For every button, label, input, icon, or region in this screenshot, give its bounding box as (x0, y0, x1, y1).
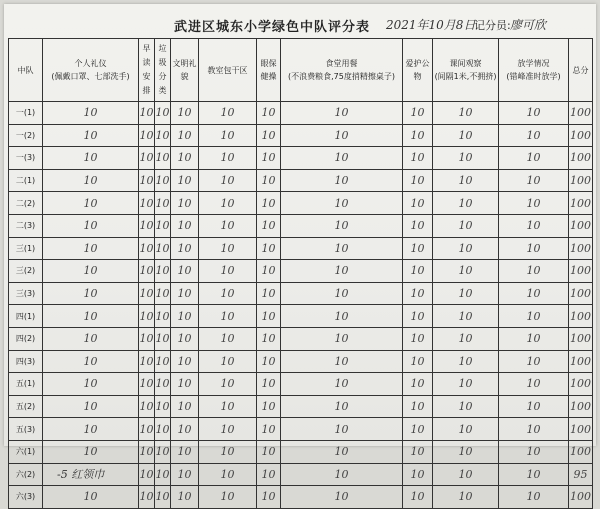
cell-garbage: 10 (155, 350, 171, 373)
cell-break: 10 (433, 327, 499, 350)
cell-total: 100 (569, 305, 593, 328)
cell-squad: 一(1) (9, 102, 43, 125)
cell-etiquette: 10 (43, 260, 139, 283)
cell-squad: 三(3) (9, 282, 43, 305)
cell-dining: 10 (281, 373, 403, 396)
cell-reading: 10 (139, 486, 155, 509)
cell-total: 100 (569, 395, 593, 418)
cell-courtesy: 10 (171, 373, 199, 396)
cell-classroom: 10 (199, 260, 257, 283)
table-row (9, 486, 593, 509)
cell-dismissal: 10 (499, 305, 569, 328)
cell-total: 100 (569, 373, 593, 396)
table-row (9, 373, 593, 396)
cell-courtesy: 10 (171, 124, 199, 147)
cell-garbage: 10 (155, 440, 171, 463)
table-row (9, 282, 593, 305)
cell-property: 10 (403, 260, 433, 283)
cell-property: 10 (403, 373, 433, 396)
table-row (9, 237, 593, 260)
cell-property: 10 (403, 124, 433, 147)
cell-garbage: 10 (155, 237, 171, 260)
cell-courtesy: 10 (171, 192, 199, 215)
cell-dining: 10 (281, 463, 403, 486)
cell-garbage: 10 (155, 373, 171, 396)
cell-eyecare: 10 (257, 169, 281, 192)
cell-total: 100 (569, 350, 593, 373)
table-row (9, 463, 593, 486)
cell-reading: 10 (139, 440, 155, 463)
cell-eyecare: 10 (257, 418, 281, 441)
cell-garbage: 10 (155, 486, 171, 509)
cell-dismissal: 10 (499, 282, 569, 305)
cell-dining: 10 (281, 192, 403, 215)
cell-reading: 10 (139, 124, 155, 147)
cell-total: 100 (569, 260, 593, 283)
cell-eyecare: 10 (257, 373, 281, 396)
cell-property: 10 (403, 440, 433, 463)
table-row (9, 192, 593, 215)
col-header-dismissal: 放学情况 (错峰准时放学) (499, 39, 569, 102)
col-header-eyecare: 眼保健操 (257, 39, 281, 102)
cell-classroom: 10 (199, 486, 257, 509)
cell-dismissal: 10 (499, 440, 569, 463)
cell-etiquette: 10 (43, 169, 139, 192)
cell-squad: 二(1) (9, 169, 43, 192)
cell-dismissal: 10 (499, 463, 569, 486)
cell-garbage: 10 (155, 418, 171, 441)
col-header-etiquette: 个人礼仪 (佩戴口罩、七部洗手) (43, 39, 139, 102)
cell-garbage: 10 (155, 102, 171, 125)
cell-squad: 六(1) (9, 440, 43, 463)
col-header-property: 爱护公物 (403, 39, 433, 102)
cell-squad: 六(3) (9, 486, 43, 509)
cell-garbage: 10 (155, 169, 171, 192)
cell-squad: 一(2) (9, 124, 43, 147)
cell-total: 100 (569, 418, 593, 441)
cell-break: 10 (433, 147, 499, 170)
cell-etiquette: 10 (43, 192, 139, 215)
cell-property: 10 (403, 237, 433, 260)
score-table (8, 38, 593, 509)
cell-courtesy: 10 (171, 169, 199, 192)
cell-courtesy: 10 (171, 147, 199, 170)
cell-classroom: 10 (199, 147, 257, 170)
recorder-label: 记分员: (474, 19, 511, 32)
cell-garbage: 10 (155, 260, 171, 283)
cell-courtesy: 10 (171, 350, 199, 373)
table-row (9, 260, 593, 283)
cell-break: 10 (433, 237, 499, 260)
cell-property: 10 (403, 305, 433, 328)
cell-total: 100 (569, 124, 593, 147)
cell-classroom: 10 (199, 440, 257, 463)
cell-dismissal: 10 (499, 214, 569, 237)
table-row (9, 305, 593, 328)
cell-garbage: 10 (155, 214, 171, 237)
table-row (9, 169, 593, 192)
cell-courtesy: 10 (171, 418, 199, 441)
cell-dismissal: 10 (499, 327, 569, 350)
cell-break: 10 (433, 305, 499, 328)
cell-squad: 四(1) (9, 305, 43, 328)
col-header-total: 总分 (569, 39, 593, 102)
cell-property: 10 (403, 486, 433, 509)
col-header-break: 课间观察 (间隔1米,不拥挤) (433, 39, 499, 102)
recorder-signature: 廖可欣 (510, 18, 547, 32)
cell-property: 10 (403, 418, 433, 441)
cell-eyecare: 10 (257, 102, 281, 125)
cell-etiquette: 10 (43, 147, 139, 170)
cell-courtesy: 10 (171, 282, 199, 305)
cell-courtesy: 10 (171, 440, 199, 463)
cell-courtesy: 10 (171, 486, 199, 509)
cell-reading: 10 (139, 192, 155, 215)
cell-dismissal: 10 (499, 192, 569, 215)
cell-total: 100 (569, 147, 593, 170)
cell-classroom: 10 (199, 350, 257, 373)
cell-garbage: 10 (155, 147, 171, 170)
table-row (9, 395, 593, 418)
cell-squad: 一(3) (9, 147, 43, 170)
cell-squad: 五(3) (9, 418, 43, 441)
cell-dining: 10 (281, 350, 403, 373)
cell-total: 100 (569, 327, 593, 350)
cell-courtesy: 10 (171, 214, 199, 237)
cell-classroom: 10 (199, 192, 257, 215)
cell-squad: 六(2) (9, 463, 43, 486)
cell-dismissal: 10 (499, 260, 569, 283)
cell-reading: 10 (139, 373, 155, 396)
cell-eyecare: 10 (257, 214, 281, 237)
cell-reading: 10 (139, 350, 155, 373)
cell-dismissal: 10 (499, 169, 569, 192)
cell-eyecare: 10 (257, 327, 281, 350)
cell-courtesy: 10 (171, 395, 199, 418)
cell-dining: 10 (281, 395, 403, 418)
cell-property: 10 (403, 327, 433, 350)
cell-property: 10 (403, 395, 433, 418)
cell-break: 10 (433, 169, 499, 192)
cell-garbage: 10 (155, 463, 171, 486)
cell-garbage: 10 (155, 305, 171, 328)
cell-classroom: 10 (199, 214, 257, 237)
cell-dining: 10 (281, 169, 403, 192)
cell-etiquette: 10 (43, 440, 139, 463)
cell-property: 10 (403, 192, 433, 215)
cell-dismissal: 10 (499, 418, 569, 441)
table-header-row (9, 39, 593, 102)
cell-garbage: 10 (155, 282, 171, 305)
cell-break: 10 (433, 440, 499, 463)
cell-squad: 三(1) (9, 237, 43, 260)
table-row (9, 124, 593, 147)
cell-classroom: 10 (199, 102, 257, 125)
cell-break: 10 (433, 463, 499, 486)
cell-reading: 10 (139, 327, 155, 350)
cell-squad: 五(1) (9, 373, 43, 396)
cell-break: 10 (433, 192, 499, 215)
cell-reading: 10 (139, 282, 155, 305)
cell-etiquette: 10 (43, 486, 139, 509)
cell-etiquette: 10 (43, 373, 139, 396)
cell-reading: 10 (139, 260, 155, 283)
col-header-squad: 中队 (9, 39, 43, 102)
cell-classroom: 10 (199, 237, 257, 260)
cell-squad: 三(2) (9, 260, 43, 283)
cell-property: 10 (403, 102, 433, 125)
cell-dining: 10 (281, 282, 403, 305)
cell-dismissal: 10 (499, 373, 569, 396)
cell-dining: 10 (281, 418, 403, 441)
col-header-classroom: 教室包干区 (199, 39, 257, 102)
cell-classroom: 10 (199, 327, 257, 350)
col-header-courtesy: 文明礼貌 (171, 39, 199, 102)
table-row (9, 102, 593, 125)
cell-reading: 10 (139, 305, 155, 328)
cell-total: 100 (569, 282, 593, 305)
cell-garbage: 10 (155, 192, 171, 215)
cell-break: 10 (433, 350, 499, 373)
cell-dismissal: 10 (499, 147, 569, 170)
cell-dismissal: 10 (499, 102, 569, 125)
cell-total: 100 (569, 237, 593, 260)
cell-break: 10 (433, 486, 499, 509)
cell-break: 10 (433, 260, 499, 283)
cell-property: 10 (403, 169, 433, 192)
cell-property: 10 (403, 282, 433, 305)
table-body (9, 102, 593, 509)
cell-total: 100 (569, 486, 593, 509)
cell-eyecare: 10 (257, 147, 281, 170)
cell-garbage: 10 (155, 327, 171, 350)
cell-property: 10 (403, 350, 433, 373)
col-header-reading: 早读安排 (139, 39, 155, 102)
cell-eyecare: 10 (257, 305, 281, 328)
cell-property: 10 (403, 463, 433, 486)
cell-break: 10 (433, 418, 499, 441)
cell-classroom: 10 (199, 463, 257, 486)
page-title: 武进区城东小学绿色中队评分表 (174, 20, 371, 35)
cell-property: 10 (403, 214, 433, 237)
cell-eyecare: 10 (257, 395, 281, 418)
cell-etiquette: 10 (43, 102, 139, 125)
col-header-garbage: 垃圾分类 (155, 39, 171, 102)
cell-garbage: 10 (155, 395, 171, 418)
cell-courtesy: 10 (171, 463, 199, 486)
cell-break: 10 (433, 395, 499, 418)
cell-reading: 10 (139, 418, 155, 441)
cell-break: 10 (433, 214, 499, 237)
cell-etiquette: -5 红领巾 (43, 463, 139, 486)
cell-dining: 10 (281, 260, 403, 283)
cell-squad: 四(2) (9, 327, 43, 350)
cell-etiquette: 10 (43, 282, 139, 305)
cell-dining: 10 (281, 214, 403, 237)
cell-etiquette: 10 (43, 237, 139, 260)
table-row (9, 418, 593, 441)
cell-dining: 10 (281, 102, 403, 125)
cell-etiquette: 10 (43, 305, 139, 328)
cell-total: 100 (569, 102, 593, 125)
cell-break: 10 (433, 282, 499, 305)
cell-reading: 10 (139, 395, 155, 418)
cell-eyecare: 10 (257, 486, 281, 509)
cell-reading: 10 (139, 463, 155, 486)
cell-eyecare: 10 (257, 192, 281, 215)
cell-classroom: 10 (199, 418, 257, 441)
sheet-date: 2021年10月8日 (386, 18, 476, 32)
table-row (9, 327, 593, 350)
table-row (9, 440, 593, 463)
col-header-dining: 食堂用餐 (不浪费粮食,75度捎精擦桌子) (281, 39, 403, 102)
cell-dismissal: 10 (499, 395, 569, 418)
cell-courtesy: 10 (171, 327, 199, 350)
cell-total: 100 (569, 440, 593, 463)
cell-dining: 10 (281, 124, 403, 147)
cell-reading: 10 (139, 214, 155, 237)
table-row (9, 350, 593, 373)
cell-eyecare: 10 (257, 350, 281, 373)
cell-dining: 10 (281, 440, 403, 463)
cell-dining: 10 (281, 486, 403, 509)
cell-dining: 10 (281, 147, 403, 170)
table-row (9, 214, 593, 237)
cell-break: 10 (433, 373, 499, 396)
cell-squad: 四(3) (9, 350, 43, 373)
cell-etiquette: 10 (43, 214, 139, 237)
cell-dining: 10 (281, 327, 403, 350)
cell-dining: 10 (281, 237, 403, 260)
cell-reading: 10 (139, 147, 155, 170)
cell-courtesy: 10 (171, 305, 199, 328)
cell-dismissal: 10 (499, 486, 569, 509)
cell-courtesy: 10 (171, 260, 199, 283)
cell-squad: 二(3) (9, 214, 43, 237)
cell-property: 10 (403, 147, 433, 170)
cell-squad: 二(2) (9, 192, 43, 215)
cell-dismissal: 10 (499, 124, 569, 147)
cell-classroom: 10 (199, 124, 257, 147)
cell-eyecare: 10 (257, 237, 281, 260)
cell-classroom: 10 (199, 169, 257, 192)
cell-dismissal: 10 (499, 237, 569, 260)
cell-courtesy: 10 (171, 237, 199, 260)
cell-reading: 10 (139, 237, 155, 260)
cell-etiquette: 10 (43, 418, 139, 441)
cell-break: 10 (433, 102, 499, 125)
cell-break: 10 (433, 124, 499, 147)
cell-eyecare: 10 (257, 260, 281, 283)
cell-eyecare: 10 (257, 463, 281, 486)
cell-classroom: 10 (199, 282, 257, 305)
cell-courtesy: 10 (171, 102, 199, 125)
cell-total: 100 (569, 214, 593, 237)
cell-garbage: 10 (155, 124, 171, 147)
cell-eyecare: 10 (257, 282, 281, 305)
cell-classroom: 10 (199, 395, 257, 418)
cell-total: 100 (569, 192, 593, 215)
cell-etiquette: 10 (43, 124, 139, 147)
cell-total: 95 (569, 463, 593, 486)
cell-dismissal: 10 (499, 350, 569, 373)
cell-etiquette: 10 (43, 350, 139, 373)
cell-etiquette: 10 (43, 327, 139, 350)
cell-eyecare: 10 (257, 124, 281, 147)
cell-dining: 10 (281, 305, 403, 328)
cell-squad: 五(2) (9, 395, 43, 418)
cell-reading: 10 (139, 169, 155, 192)
table-row (9, 147, 593, 170)
cell-classroom: 10 (199, 305, 257, 328)
cell-etiquette: 10 (43, 395, 139, 418)
cell-classroom: 10 (199, 373, 257, 396)
cell-total: 100 (569, 169, 593, 192)
cell-eyecare: 10 (257, 440, 281, 463)
cell-reading: 10 (139, 102, 155, 125)
